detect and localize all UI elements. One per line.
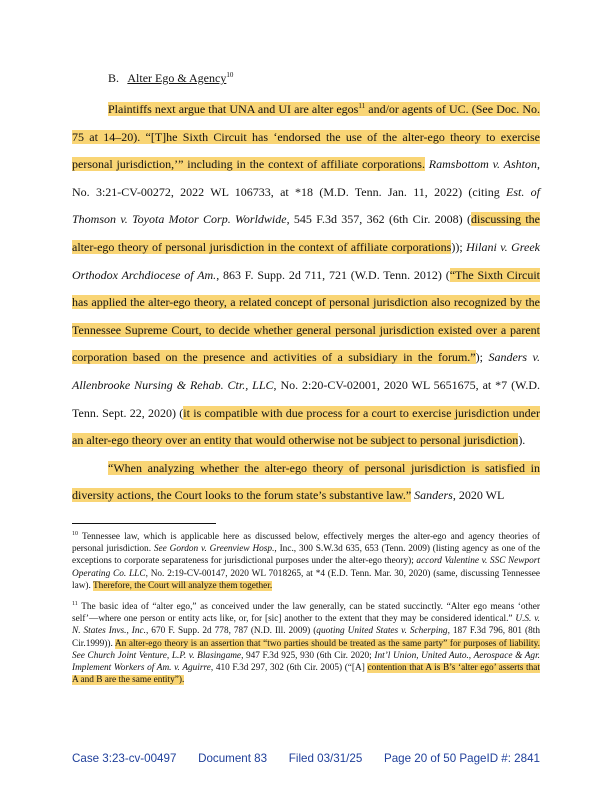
footnote-11: $^{11}$ The basic idea of “alter ego,” as conceived under the law generally, can be stated succinctly. “Alter ego means ‘other self’—where one person or entity acts like, or, for [sic] another to the extent that they may be considered identical.” U.S. v. N. States Invs., Inc., 670 F. Supp. 2d 778, 787 (N.D. Ill. 2009) (quoting United States v. Scherping, 187 F.3d 796, 801 (8th Cir.1999)). An alter-ego theory is an assertion that “two parties should be treated as the same party” for purposes of liability. See Church Joint Venture, L.P. v. Blasingame, 947 F.3d 925, 930 (6th Cir. 2020; Int’l Union, United Auto., Aerospace & Agr. Implement Workers of Am. v. Aguirre, 410 F.3d 297, 302 (6th Cir. 2005) (“[A] contention that A is B’s ‘alter ego’ asserts that A and B are the same entity”). xyxy=(72,600,540,686)
case-name: Sanders xyxy=(414,488,453,503)
highlight: “When analyzing whether the alter-ego theory of personal jurisdiction is satisfied in diversity actions, the Court looks to the forum state’s substantive law.” xyxy=(72,460,540,503)
highlight: Therefore, the Court will analyze them together. xyxy=(93,580,273,591)
highlight: An alter-ego theory is an assertion that “two parties should be treated as the same party” for purposes of liability. xyxy=(114,638,540,649)
footer-page-info: Page 20 of 50 PageID #: 2841 xyxy=(383,752,540,765)
body-text xyxy=(72,96,540,510)
footnote-number: 11 xyxy=(72,600,78,607)
highlight: “The Sixth Circuit has applied the alter-ego theory, a related concept of personal jurisdiction also recognized by the Tennessee Supreme Court, to decide whether general personal jurisdiction existed over a parent corporation based on the presence and activities of a subsidiary in the forum.” xyxy=(72,267,540,365)
footnote-10: $^{10}$ Tennessee law, which is applicable here as discussed below, effectively merges the alter-ego and agency theories of personal jurisdiction. See Gordon v. Greenview Hosp., Inc., 300 S.W.3d 635, 653 (Tenn. 2009) (listing agency as one of the exceptions to corporate separateness for jurisdictional purposes under the alter-ego theory); accord Valentine v. SSC Newport Operating Co. LLC, No. 2:19-CV-00147, 2020 WL 7018265, at *4 (E.D. Tenn. Mar. 30, 2020) (same, discussing Tennessee law). Therefore, the Court will analyze them together. xyxy=(72,530,540,591)
paragraph-forum-law: “When analyzing whether the alter-ego theory of personal jurisdiction is satisfied in diversity actions, the Court looks to the forum state’s substantive law.” Sanders, 2020 WL xyxy=(72,460,540,503)
highlight: discussing the alter-ego theory of personal jurisdiction in the context of affiliate corporations xyxy=(72,212,540,254)
footnote-ref-11: 11 xyxy=(358,102,366,110)
case-name: Hilani v. Greek Orthodox Archdiocese of Am. xyxy=(72,239,541,282)
paragraph-alter-ego-argument: Plaintiffs next argue that UNA and UI are alter egos$^{11}$ and/or agents of UC. (See Doc. No. 75 at 14–20). “[T]he Sixth Circuit has ‘endorsed the use of the alter-ego theory to exercise personal jurisdiction,’” including in the context of affiliate corporations. Ramsbottom v. Ashton, No. 3:21-CV-00272, 2022 WL 106733, at *18 (M.D. Tenn. Jan. 11, 2022) (citing Est. of Thomson v. Toyota Motor Corp. Worldwide, 545 F.3d 357, 362 (6th Cir. 2008) (discussing the alter-ego theory of personal jurisdiction in the context of affiliate corporations)); Hilani v. Greek Orthodox Archdiocese of Am., 863 F. Supp. 2d 711, 721 (W.D. Tenn. 2012) (“The Sixth Circuit has applied the alter-ego theory, a related concept of personal jurisdiction also recognized by the Tennessee Supreme Court, to decide whether general personal jurisdiction existed over a parent corporation based on the presence and activities of a subsidiary in the forum.”); Sanders v. Allenbrooke Nursing & Rehab. Ctr., LLC, No. 2:20-CV-02001, 2020 WL 5651675, at *7 (W.D. Tenn. Sept. 22, 2020) (it is compatible with due process for a court to exercise jurisdiction under an alter-ego theory over an entity that would otherwise not be subject to personal jurisdiction). xyxy=(72,102,541,448)
footnote-ref-10: 10 xyxy=(226,71,234,79)
case-name: Ramsbottom v. Ashton xyxy=(428,157,537,172)
footer-document-number: Document 83 xyxy=(198,752,268,765)
case-name: Est. of Thomson v. Toyota Motor Corp. Worldwide xyxy=(72,184,540,227)
case-name: Sanders v. Allenbrooke Nursing & Rehab. Ctr., LLC xyxy=(72,350,540,392)
footnotes xyxy=(72,531,540,695)
section-title: Alter Ego & Agency xyxy=(127,71,227,85)
footnote-number: 10 xyxy=(72,530,78,537)
filing-footer xyxy=(72,752,540,765)
highlight: Plaintiffs next argue that UNA and UI are alter egos$^{11}$ and/or agents of UC. (See Doc. No. 75 at 14–20). “[T]he Sixth Circuit has ‘endorsed the use of the alter-ego theory to exercise personal jurisdiction,’” including in the context of affiliate corporations. xyxy=(72,102,540,172)
section-heading xyxy=(108,70,233,86)
footnote-divider xyxy=(72,523,216,524)
footer-case-number: Case 3:23-cv-00497 xyxy=(72,752,177,765)
highlight: it is compatible with due process for a court to exercise jurisdiction under an alter-ego theory over an entity that would otherwise not be subject to personal jurisdiction xyxy=(72,405,540,448)
highlight: contention that A is B’s ‘alter ego’ asserts that A and B are the same entity”). xyxy=(72,663,540,686)
section-label: B. xyxy=(108,71,120,85)
footer-filed-date: Filed 03/31/25 xyxy=(288,752,363,765)
